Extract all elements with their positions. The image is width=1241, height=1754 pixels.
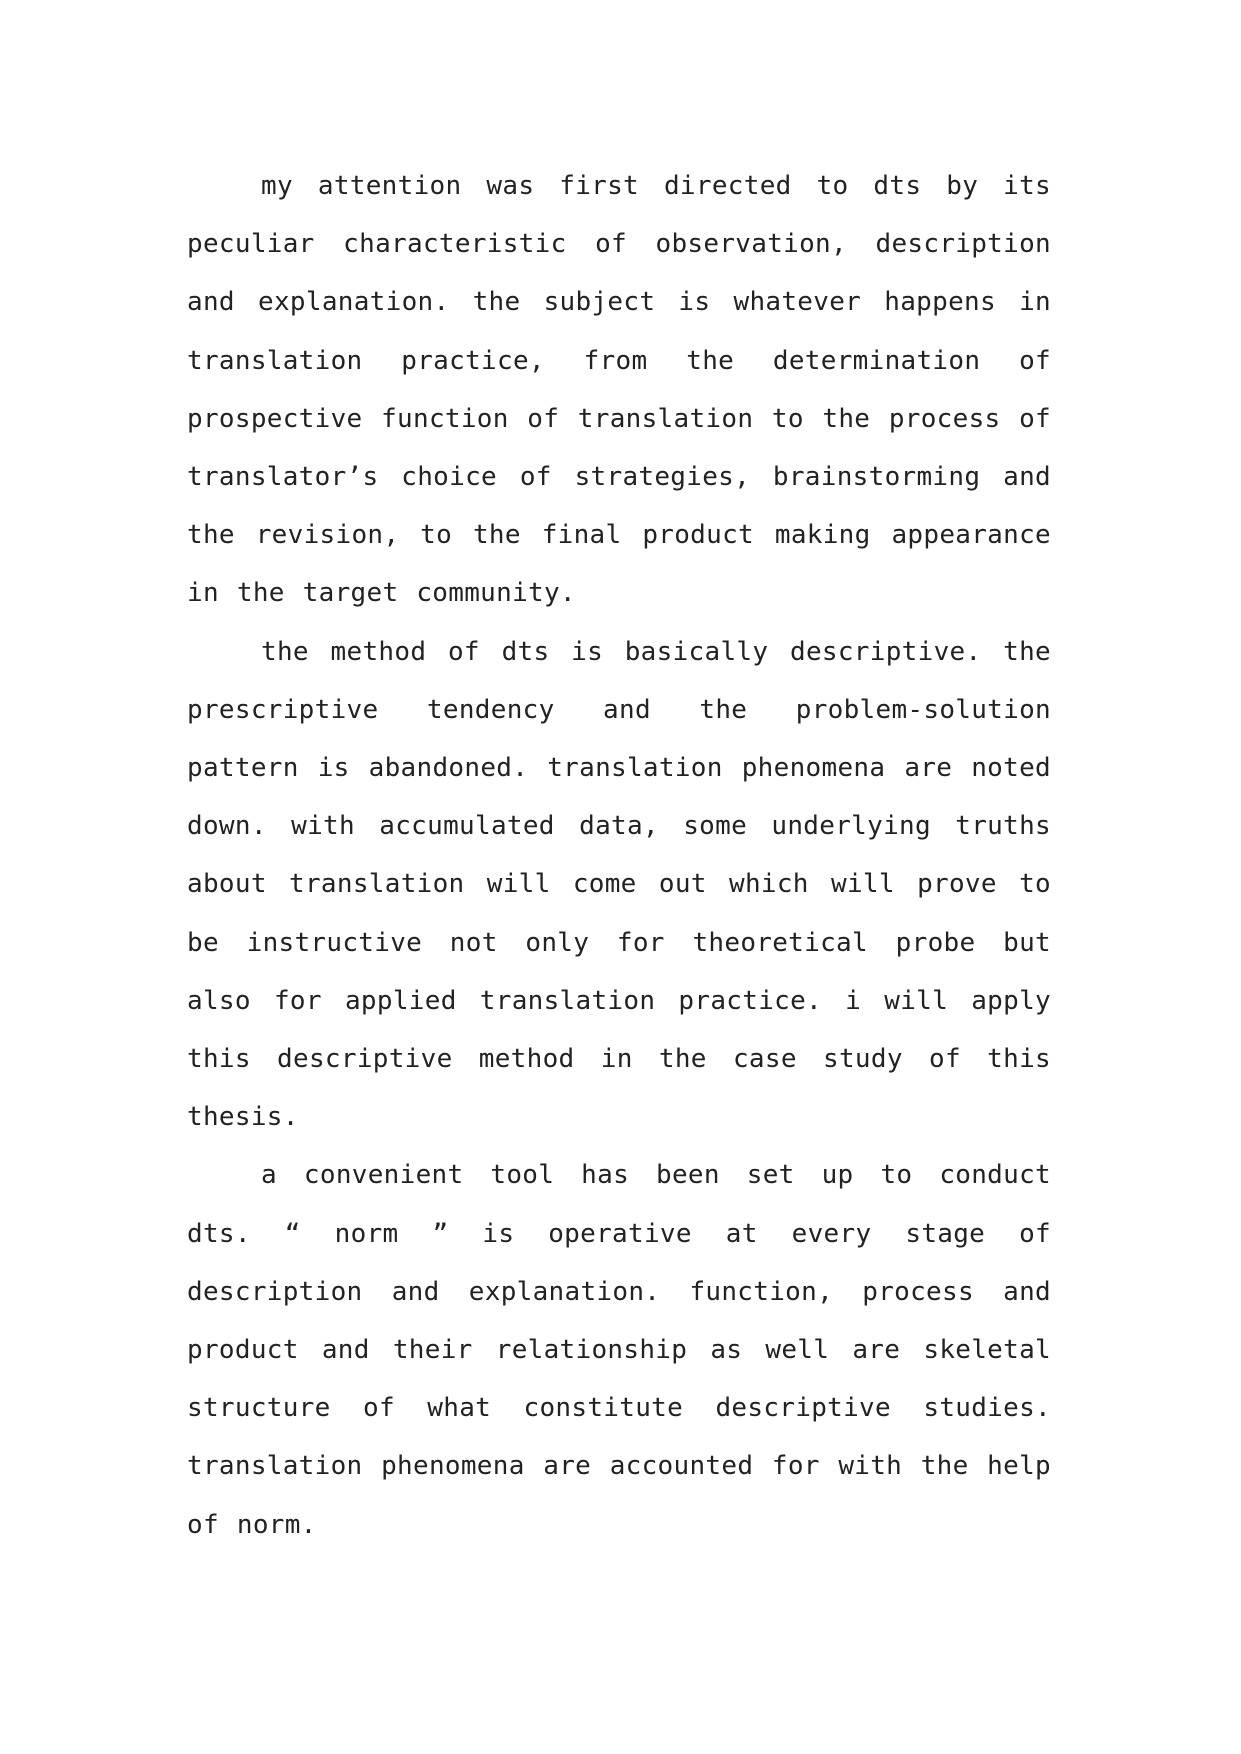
paragraph-dts-attention: my attention was first directed to dts by its peculiar characteristic of observation, description and explanation. the subject is whatever happens in translation practice, from the determination of prospective function of translation to the process of translator’s choice of strategies, brainstorming and the revision, to the final product making appearance in the target community. [187,171,1051,609]
document-body [187,157,1051,1554]
paragraph-norm-tool: a convenient tool has been set up to conduct dts. “ norm ” is operative at every stage of description and explanation. function, process and product and their relationship as well are skeletal structure of what constitute descriptive studies. translation phenomena are accounted for with the help of norm. [187,1160,1051,1540]
paragraph-dts-method: the method of dts is basically descriptive. the prescriptive tendency and the problem-solution pattern is abandoned. translation phenomena are noted down. with accumulated data, some underlying truths about translation will come out which will prove to be instructive not only for theoretical probe but also for applied translation practice. i will apply this descriptive method in the case study of this thesis. [187,636,1051,1133]
